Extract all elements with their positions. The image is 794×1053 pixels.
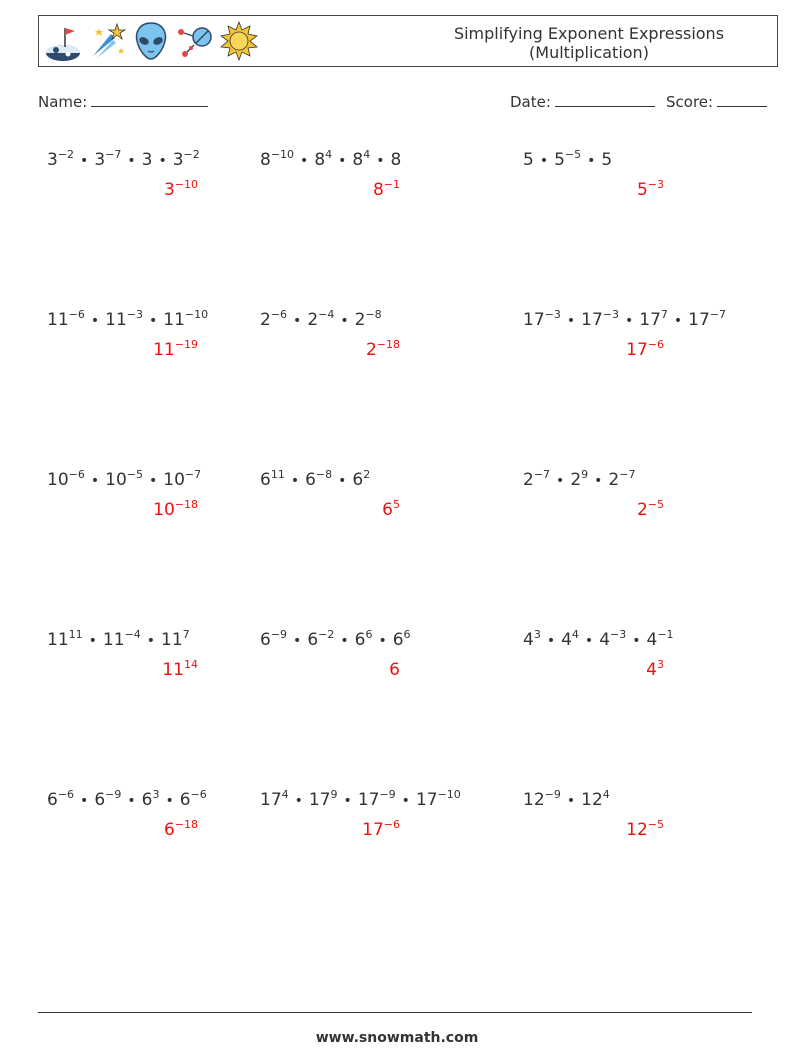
power-exponent: −6 (68, 308, 85, 321)
power-exponent: −7 (709, 308, 727, 321)
power-base: 10 (105, 470, 127, 490)
score-label: Score: (666, 93, 714, 111)
power-exponent: −4 (318, 308, 335, 321)
shooting-star-icon (87, 20, 127, 62)
power-exponent: −9 (379, 788, 396, 801)
power-exponent: 11 (68, 628, 83, 641)
power-base: 6 (307, 630, 319, 650)
power-base: 11 (161, 630, 183, 650)
power-exponent: −10 (184, 308, 209, 321)
power-exponent: −18 (174, 498, 198, 511)
date-label: Date: (510, 93, 551, 111)
power-exponent: −3 (544, 308, 561, 321)
expression-term (314, 150, 332, 170)
power-exponent: −6 (57, 788, 75, 801)
multiply-dot: • (340, 633, 349, 649)
power-base: 17 (308, 790, 331, 810)
power-base: 2 (523, 470, 534, 490)
expression-term (307, 630, 334, 650)
expression-term (173, 150, 200, 170)
power-base: 2 (636, 500, 648, 520)
problem-expression (47, 310, 208, 330)
expression-term (105, 310, 143, 330)
answer-key (366, 340, 400, 360)
footer-url: www.snowmath.com (315, 1030, 479, 1046)
power-exponent: 4 (363, 148, 371, 161)
power-base: 6 (94, 790, 106, 810)
multiply-dot: • (566, 793, 576, 809)
power-exponent: 4 (602, 788, 610, 801)
expression-term (352, 470, 370, 490)
multiply-dot: • (290, 473, 300, 489)
power-exponent: 7 (182, 628, 190, 641)
expression-term (47, 630, 83, 650)
expression-term (393, 630, 411, 650)
power-base: 6 (260, 630, 271, 650)
answer-key (362, 820, 400, 840)
multiply-dot: • (340, 313, 349, 329)
planet-flag-icon (43, 20, 83, 62)
expression-term (355, 310, 382, 330)
multiply-dot: • (293, 633, 302, 649)
satellite-icon (175, 20, 215, 62)
expression-term (103, 630, 141, 650)
power-base: 8 (372, 180, 384, 200)
power-exponent: −3 (647, 178, 664, 191)
expression-term (391, 150, 402, 170)
sun-icon (219, 20, 259, 62)
power-exponent: 11 (270, 468, 285, 481)
multiply-dot: • (378, 633, 387, 649)
multiply-dot: • (566, 313, 576, 329)
multiply-dot: • (539, 153, 549, 169)
power-exponent: 2 (363, 468, 371, 481)
power-base: 4 (646, 630, 658, 650)
expression-term (523, 150, 534, 170)
expression-term (163, 310, 208, 330)
power-exponent: −9 (105, 788, 122, 801)
expression-term (94, 790, 121, 810)
expression-term (647, 630, 674, 650)
problem-expression (47, 470, 201, 490)
expression-term (416, 790, 461, 810)
expression-term (523, 470, 550, 490)
power-base: 8 (260, 150, 271, 170)
expression-term (601, 150, 612, 170)
footer-divider (38, 1012, 752, 1013)
expression-term (260, 150, 294, 170)
multiply-dot: • (624, 313, 634, 329)
multiply-dot: • (587, 153, 596, 169)
expression-term (358, 790, 396, 810)
power-base: 11 (162, 660, 184, 680)
power-exponent: 7 (660, 308, 668, 321)
problem-expression (260, 630, 411, 650)
power-exponent: −10 (437, 788, 461, 801)
expression-term (608, 470, 635, 490)
power-base: 12 (581, 790, 603, 810)
answer-key (382, 500, 400, 520)
power-exponent: −3 (602, 308, 619, 321)
multiply-dot: • (127, 793, 136, 809)
expression-term (599, 630, 626, 650)
multiply-dot: • (158, 153, 167, 169)
title-line-1: Simplifying Exponent Expressions (453, 24, 725, 43)
power-base: 2 (570, 470, 582, 490)
power-base: 6 (354, 630, 366, 650)
answer-key (153, 500, 198, 520)
expression-term (309, 790, 338, 810)
power-exponent: −18 (174, 818, 198, 831)
problem-expression (260, 310, 382, 330)
expression-term (554, 150, 581, 170)
multiply-dot: • (338, 473, 347, 489)
power-base: 10 (163, 470, 185, 490)
power-exponent: 3 (152, 788, 160, 801)
multiply-dot: • (376, 153, 385, 169)
power-exponent: −2 (57, 148, 75, 161)
expression-term (180, 790, 207, 810)
worksheet-header (38, 15, 778, 67)
multiply-dot: • (343, 793, 352, 809)
power-base: 6 (389, 660, 400, 680)
expression-term (105, 470, 143, 490)
problem-expression (523, 310, 726, 330)
expression-term (561, 630, 579, 650)
power-exponent: −6 (190, 788, 207, 801)
power-exponent: −1 (383, 178, 400, 191)
power-base: 17 (581, 310, 603, 330)
power-exponent: 6 (365, 628, 373, 641)
answer-key (162, 660, 198, 680)
power-base: 5 (601, 150, 613, 170)
multiply-dot: • (673, 313, 683, 329)
multiply-dot: • (594, 473, 603, 489)
power-exponent: −5 (126, 468, 143, 481)
power-base: 8 (314, 150, 326, 170)
multiply-dot: • (546, 633, 556, 649)
power-base: 6 (47, 790, 58, 810)
power-exponent: −7 (105, 148, 122, 161)
problem-expression (523, 790, 610, 810)
power-base: 6 (260, 470, 271, 490)
power-exponent: 6 (403, 628, 411, 641)
expression-term (260, 630, 287, 650)
power-base: 11 (153, 340, 175, 360)
power-base: 11 (163, 310, 185, 330)
expression-term (688, 310, 726, 330)
power-exponent: −3 (610, 628, 627, 641)
answer-key (373, 180, 400, 200)
answer-key (626, 340, 664, 360)
power-base: 4 (599, 630, 611, 650)
power-base: 2 (307, 310, 319, 330)
power-exponent: 9 (581, 468, 589, 481)
power-base: 5 (636, 180, 648, 200)
expression-term (260, 790, 289, 810)
problem-expression (260, 150, 401, 170)
power-exponent: −2 (183, 148, 200, 161)
expression-term (639, 310, 668, 330)
expression-term (94, 150, 121, 170)
problem-expression (47, 630, 190, 650)
answer-key (626, 820, 664, 840)
power-base: 11 (102, 630, 125, 650)
problem-expression (47, 150, 200, 170)
power-base: 3 (172, 150, 184, 170)
power-base: 2 (608, 470, 620, 490)
power-exponent: −5 (647, 818, 664, 831)
title-line-2: (Multiplication) (529, 43, 649, 62)
power-exponent: 4 (281, 788, 289, 801)
power-exponent: −6 (68, 468, 85, 481)
multiply-dot: • (165, 793, 174, 809)
multiply-dot: • (584, 633, 594, 649)
answer-key (637, 180, 664, 200)
expression-term (581, 790, 610, 810)
power-exponent: 4 (325, 148, 333, 161)
problem-expression (47, 790, 207, 810)
expression-term (307, 310, 334, 330)
multiply-dot: • (88, 633, 97, 649)
expression-term (142, 150, 153, 170)
expression-term (47, 150, 74, 170)
power-exponent: −7 (619, 468, 636, 481)
power-exponent: −7 (533, 468, 551, 481)
power-exponent: −7 (184, 468, 202, 481)
power-base: 6 (352, 470, 364, 490)
multiply-dot: • (80, 153, 89, 169)
multiply-dot: • (293, 313, 302, 329)
multiply-dot: • (148, 473, 158, 489)
power-base: 17 (357, 790, 380, 810)
expression-term (142, 790, 160, 810)
name-label: Name: (38, 93, 88, 111)
expression-term (305, 470, 332, 490)
power-base: 17 (260, 790, 282, 810)
multiply-dot: • (90, 473, 100, 489)
power-base: 2 (260, 310, 271, 330)
power-exponent: −4 (124, 628, 141, 641)
multiply-dot: • (148, 313, 158, 329)
power-base: 3 (163, 180, 175, 200)
power-exponent: −9 (544, 788, 561, 801)
power-base: 11 (47, 310, 69, 330)
power-exponent: 3 (657, 658, 664, 671)
power-exponent: −10 (270, 148, 295, 161)
multiply-dot: • (632, 633, 641, 649)
multiply-dot: • (401, 793, 410, 809)
multiply-dot: • (146, 633, 156, 649)
multiply-dot: • (127, 153, 136, 169)
multiply-dot: • (90, 313, 100, 329)
power-base: 6 (382, 500, 393, 520)
problem-expression (523, 470, 635, 490)
power-exponent: −1 (657, 628, 674, 641)
multiply-dot: • (294, 793, 303, 809)
power-exponent: −6 (383, 818, 400, 831)
power-base: 2 (354, 310, 366, 330)
worksheet-title (399, 24, 779, 62)
expression-term (352, 150, 370, 170)
power-base: 5 (554, 150, 565, 170)
power-base: 6 (392, 630, 404, 650)
power-base: 3 (141, 150, 153, 170)
power-base: 8 (390, 150, 402, 170)
power-exponent: 9 (330, 788, 338, 801)
power-exponent: −19 (174, 338, 198, 351)
expression-term (47, 310, 85, 330)
multiply-dot: • (80, 793, 89, 809)
power-base: 3 (94, 150, 106, 170)
expression-term (523, 310, 561, 330)
name-blank[interactable] (91, 92, 208, 107)
answer-key (164, 820, 198, 840)
power-base: 17 (523, 310, 545, 330)
power-base: 4 (523, 630, 534, 650)
power-base: 11 (105, 310, 127, 330)
expression-term (523, 790, 561, 810)
power-base: 17 (415, 790, 438, 810)
alien-icon (131, 20, 171, 62)
power-base: 6 (141, 790, 153, 810)
header-icons (43, 20, 259, 64)
power-exponent: −6 (647, 338, 664, 351)
answer-key (637, 500, 664, 520)
power-base: 11 (47, 630, 69, 650)
power-base: 5 (523, 150, 534, 170)
name-field[interactable] (38, 92, 208, 111)
power-base: 12 (626, 820, 648, 840)
date-blank[interactable] (555, 92, 655, 107)
expression-term (47, 790, 74, 810)
power-base: 10 (47, 470, 69, 490)
answer-key (389, 660, 400, 680)
multiply-dot: • (556, 473, 565, 489)
power-base: 6 (179, 790, 191, 810)
power-exponent: −9 (270, 628, 288, 641)
answer-key (153, 340, 198, 360)
power-exponent: −18 (376, 338, 400, 351)
power-base: 6 (163, 820, 175, 840)
power-base: 3 (47, 150, 58, 170)
multiply-dot: • (300, 153, 309, 169)
expression-term (581, 310, 619, 330)
power-base: 10 (153, 500, 175, 520)
answer-key (646, 660, 664, 680)
power-exponent: 5 (393, 498, 400, 511)
power-exponent: −5 (564, 148, 582, 161)
power-base: 2 (365, 340, 377, 360)
expression-term (161, 630, 190, 650)
power-base: 6 (305, 470, 316, 490)
power-exponent: −8 (365, 308, 382, 321)
problem-expression (523, 630, 674, 650)
expression-term (260, 470, 285, 490)
expression-term (523, 630, 541, 650)
power-exponent: −3 (126, 308, 143, 321)
multiply-dot: • (338, 153, 347, 169)
power-exponent: 14 (184, 658, 198, 671)
power-base: 8 (352, 150, 364, 170)
power-base: 12 (523, 790, 545, 810)
power-exponent: −5 (647, 498, 664, 511)
power-base: 17 (639, 310, 661, 330)
date-field[interactable] (510, 92, 655, 111)
problem-expression (523, 150, 612, 170)
power-base: 17 (626, 340, 648, 360)
power-exponent: −10 (174, 178, 198, 191)
power-base: 4 (561, 630, 572, 650)
power-exponent: −2 (318, 628, 335, 641)
power-base: 4 (646, 660, 657, 680)
problem-expression (260, 790, 461, 810)
power-base: 17 (688, 310, 710, 330)
power-exponent: 3 (533, 628, 541, 641)
power-base: 17 (362, 820, 384, 840)
expression-term (47, 470, 85, 490)
expression-term (163, 470, 201, 490)
problem-expression (260, 470, 370, 490)
power-exponent: 4 (571, 628, 579, 641)
expression-term (570, 470, 588, 490)
power-exponent: −8 (315, 468, 333, 481)
answer-key (164, 180, 198, 200)
score-field[interactable] (666, 92, 767, 111)
score-blank[interactable] (717, 92, 767, 107)
power-exponent: −6 (270, 308, 288, 321)
expression-term (260, 310, 287, 330)
expression-term (355, 630, 373, 650)
